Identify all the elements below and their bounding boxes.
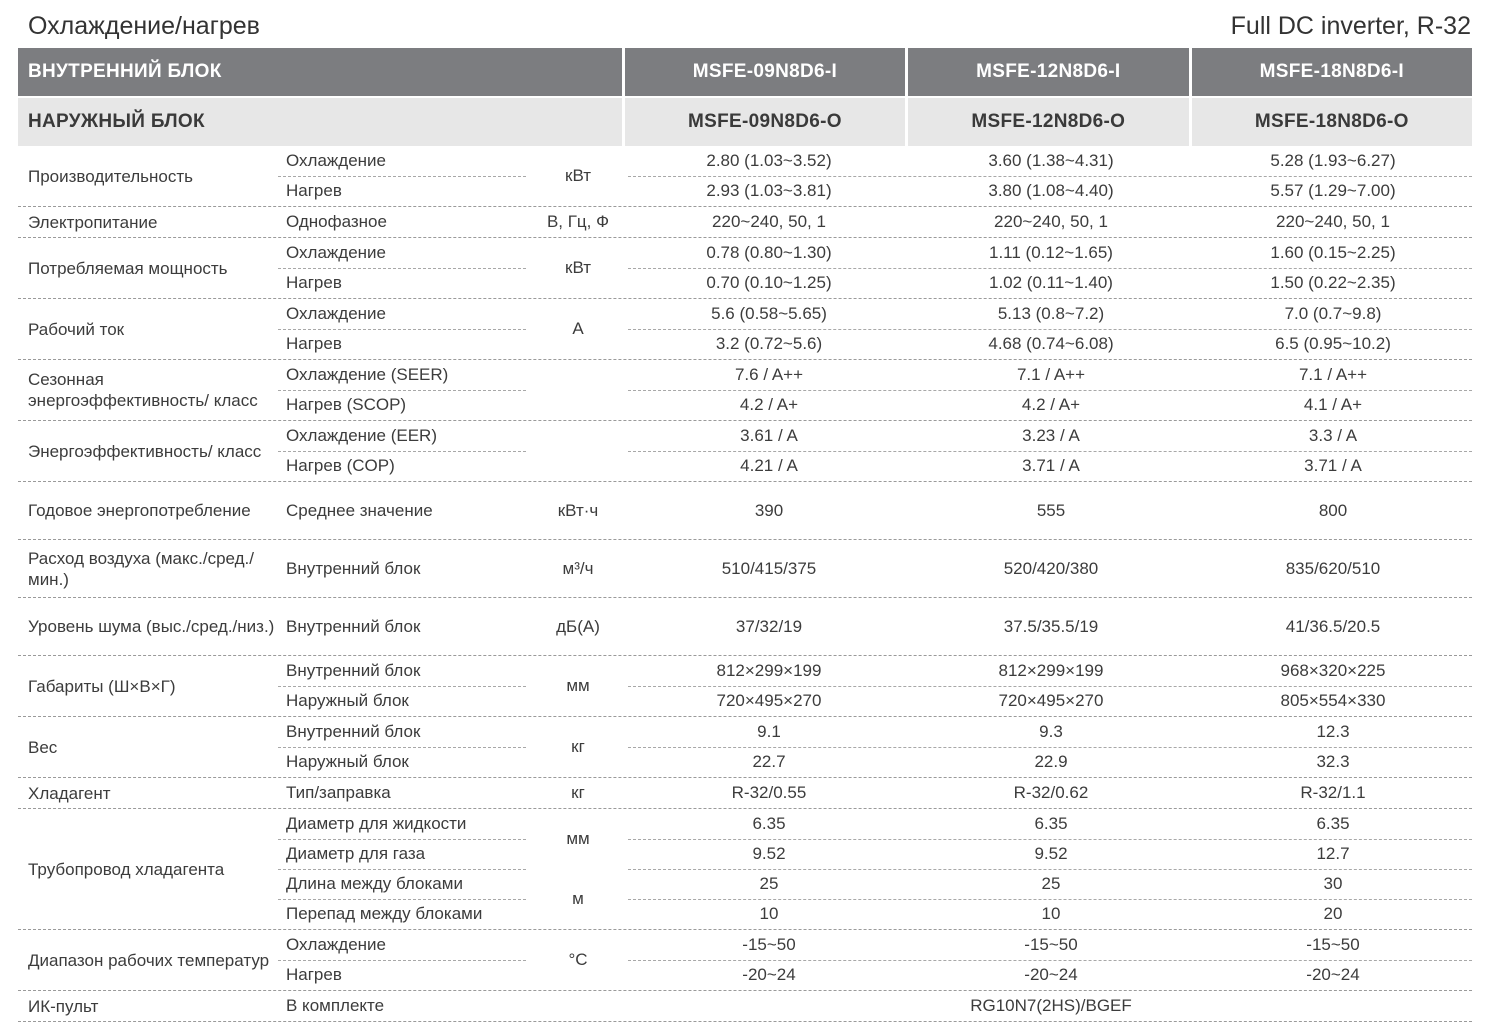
- spec-sub-label: Нагрев: [286, 181, 342, 200]
- spec-value: 1.02 (0.11~1.40): [989, 273, 1113, 292]
- outdoor-model-09: MSFE-09N8D6-O: [625, 98, 905, 146]
- spec-value: 32.3: [1316, 752, 1350, 771]
- spec-value: 1.11 (0.12~1.65): [989, 243, 1113, 262]
- spec-sub-label: Нагрев: [286, 965, 342, 984]
- spec-row: [18, 747, 1472, 777]
- spec-value: 3.3 / A: [1308, 426, 1358, 445]
- spec-sub-label: Нагрев: [286, 334, 342, 353]
- spec-row: [18, 778, 1472, 808]
- spec-value: 3.60 (1.38~4.31): [988, 151, 1114, 170]
- spec-row: [18, 809, 1472, 839]
- spec-group: [18, 482, 1472, 540]
- spec-value: 20: [1323, 904, 1343, 923]
- spec-value: 6.35: [1316, 814, 1350, 833]
- spec-row: [18, 268, 1472, 298]
- spec-sub-label: Длина между блоками: [286, 874, 463, 893]
- spec-value: 4.2 / A+: [739, 395, 799, 414]
- spec-value: 720×495×270: [998, 691, 1104, 710]
- spec-value: -20~24: [1024, 965, 1078, 984]
- spec-value: 9.52: [1034, 844, 1068, 863]
- page-subtitle: Full DC inverter, R-32: [1230, 12, 1471, 40]
- spec-unit: м: [572, 889, 584, 908]
- spec-value: 510/415/375: [721, 558, 817, 578]
- spec-unit: мм: [566, 829, 590, 848]
- spec-value: 3.80 (1.08~4.40): [988, 181, 1114, 200]
- spec-row: [18, 207, 1472, 237]
- spec-group-name: Габариты (Ш×В×Г): [28, 676, 176, 696]
- spec-row: [18, 930, 1472, 960]
- spec-row: [18, 656, 1472, 686]
- spec-sub-label: Охлаждение (SEER): [286, 365, 449, 384]
- spec-value: 3.71 / A: [1022, 456, 1080, 475]
- spec-sub-label: Наружный блок: [286, 691, 409, 710]
- spec-sub-label: В комплекте: [286, 996, 385, 1015]
- spec-group: [18, 598, 1472, 656]
- spec-value: 800: [1318, 500, 1348, 520]
- spec-row: [18, 390, 1472, 420]
- spec-value: 555: [1036, 500, 1066, 520]
- spec-group-name: ИК-пульт: [28, 996, 99, 1016]
- spec-value: -20~24: [742, 965, 796, 984]
- indoor-unit-label: ВНУТРЕННИЙ БЛОК: [18, 48, 622, 96]
- spec-sub-label: Охлаждение: [286, 243, 386, 262]
- spec-value: 0.78 (0.80~1.30): [706, 243, 832, 262]
- spec-value: 25: [1041, 874, 1061, 893]
- spec-group-name: Хладагент: [28, 783, 111, 803]
- spec-group-name: Годовое энергопотребление: [28, 501, 251, 520]
- spec-sub-label: Внутренний блок: [286, 616, 421, 636]
- indoor-model-12: MSFE-12N8D6-I: [908, 48, 1188, 96]
- spec-group-name: Рабочий ток: [28, 319, 125, 339]
- spec-row: [18, 451, 1472, 481]
- spec-value: 390: [754, 500, 784, 520]
- spec-sub-label: Диаметр для жидкости: [286, 814, 467, 833]
- spec-row: [18, 360, 1472, 390]
- spec-sub-label: Внутренний блок: [286, 558, 421, 578]
- spec-row: [18, 686, 1472, 716]
- spec-value: 25: [759, 874, 779, 893]
- spec-sub-label: Внутренний блок: [286, 722, 421, 741]
- spec-group-name: Уровень шума (выс./сред./низ.): [28, 617, 275, 636]
- spec-group-name: Сезонная энергоэффективность/ класс: [28, 370, 258, 410]
- spec-row: [18, 540, 1472, 597]
- spec-value: 22.7: [752, 752, 786, 771]
- page-title: Охлаждение/нагрев: [28, 12, 260, 40]
- spec-group-name: Расход воздуха (макс./сред./мин.): [28, 548, 254, 589]
- spec-value: 41/36.5/20.5: [1285, 616, 1381, 636]
- spec-group: [18, 540, 1472, 598]
- spec-sub-label: Нагрев (SCOP): [286, 395, 407, 414]
- spec-group-name: Вес: [28, 737, 58, 757]
- spec-row: [18, 839, 1472, 869]
- spec-row: [18, 899, 1472, 929]
- outdoor-model-12: MSFE-12N8D6-O: [908, 98, 1188, 146]
- spec-sub-label: Однофазное: [286, 212, 387, 231]
- spec-group: [18, 930, 1472, 991]
- spec-unit: кг: [571, 783, 585, 802]
- spec-table: [18, 146, 1472, 1022]
- spec-value: 6.5 (0.95~10.2): [1275, 334, 1391, 353]
- spec-value-all-models: RG10N7(2HS)/BGEF: [970, 996, 1132, 1015]
- spec-value: 9.1: [757, 722, 781, 741]
- spec-value: R-32/1.1: [1300, 783, 1366, 802]
- spec-unit: кВт·ч: [557, 500, 599, 520]
- spec-value: 10: [759, 904, 779, 923]
- spec-group: [18, 299, 1472, 360]
- spec-row: [18, 482, 1472, 539]
- spec-value: 30: [1323, 874, 1343, 893]
- spec-sub-label: Нагрев: [286, 273, 342, 292]
- spec-value: 2.80 (1.03~3.52): [706, 151, 832, 170]
- spec-value: -15~50: [1024, 935, 1078, 954]
- spec-row: [18, 421, 1472, 451]
- spec-unit: А: [572, 319, 584, 338]
- spec-unit: м³/ч: [562, 558, 594, 578]
- spec-value: 4.1 / A+: [1303, 395, 1363, 414]
- spec-row: [18, 329, 1472, 359]
- spec-value: 1.50 (0.22~2.35): [1270, 273, 1396, 292]
- spec-group: [18, 991, 1472, 1022]
- spec-value: 12.3: [1316, 722, 1350, 741]
- spec-group-name: Производительность: [28, 166, 194, 186]
- spec-group: [18, 207, 1472, 238]
- spec-value: 220~240, 50, 1: [994, 212, 1108, 231]
- spec-group-name: Потребляемая мощность: [28, 258, 228, 278]
- spec-value: 5.13 (0.8~7.2): [997, 304, 1105, 323]
- outdoor-unit-header-row: [18, 98, 1472, 146]
- spec-value: 220~240, 50, 1: [1276, 212, 1390, 231]
- spec-value: 5.28 (1.93~6.27): [1270, 151, 1396, 170]
- spec-value: 7.1 / A++: [1298, 365, 1368, 384]
- spec-value: 3.2 (0.72~5.6): [715, 334, 823, 353]
- spec-sub-label: Среднее значение: [286, 500, 433, 520]
- spec-value: 220~240, 50, 1: [712, 212, 826, 231]
- spec-group-name: Диапазон рабочих температур: [28, 950, 270, 970]
- spec-unit: дБ(А): [556, 616, 600, 636]
- spec-group: [18, 778, 1472, 809]
- spec-value: 12.7: [1316, 844, 1350, 863]
- spec-value: 805×554×330: [1280, 691, 1386, 710]
- spec-unit: кВт: [565, 166, 591, 185]
- spec-row: [18, 176, 1472, 206]
- spec-value: 9.52: [752, 844, 786, 863]
- spec-group-name: Трубопровод хладагента: [28, 859, 225, 879]
- indoor-model-18: MSFE-18N8D6-I: [1192, 48, 1472, 96]
- spec-value: 7.1 / A++: [1016, 365, 1086, 384]
- spec-group: [18, 421, 1472, 482]
- spec-value: 4.21 / A: [740, 456, 798, 475]
- spec-value: 812×299×199: [716, 661, 822, 680]
- outdoor-model-18: MSFE-18N8D6-O: [1192, 98, 1472, 146]
- spec-sub-label: Охлаждение: [286, 304, 386, 323]
- spec-sub-label: Охлаждение: [286, 935, 386, 954]
- spec-row: [18, 960, 1472, 990]
- spec-value: 720×495×270: [716, 691, 822, 710]
- spec-value: 6.35: [752, 814, 786, 833]
- spec-value: -15~50: [742, 935, 796, 954]
- spec-value: R-32/0.55: [731, 783, 807, 802]
- spec-value: 1.60 (0.15~2.25): [1270, 243, 1396, 262]
- spec-sub-label: Наружный блок: [286, 752, 409, 771]
- spec-value: -15~50: [1306, 935, 1360, 954]
- spec-value: 3.61 / A: [740, 426, 798, 445]
- spec-group-name: Электропитание: [28, 212, 158, 232]
- spec-group: [18, 809, 1472, 930]
- spec-unit: кВт: [565, 258, 591, 277]
- spec-value: R-32/0.62: [1013, 783, 1089, 802]
- spec-value: 5.57 (1.29~7.00): [1270, 181, 1396, 200]
- spec-row: [18, 238, 1472, 268]
- spec-group: [18, 360, 1472, 421]
- spec-sub-label: Нагрев (COP): [286, 456, 395, 475]
- spec-value: 22.9: [1034, 752, 1068, 771]
- spec-row: [18, 598, 1472, 655]
- spec-value: 812×299×199: [998, 661, 1104, 680]
- spec-row: [18, 299, 1472, 329]
- spec-value: 520/420/380: [1003, 558, 1099, 578]
- spec-value: 6.35: [1034, 814, 1068, 833]
- spec-group: [18, 146, 1472, 207]
- spec-value: -20~24: [1306, 965, 1360, 984]
- spec-group: [18, 238, 1472, 299]
- spec-value: 968×320×225: [1280, 661, 1386, 680]
- spec-group-name: Энергоэффективность/ класс: [28, 441, 262, 461]
- spec-value: 3.23 / A: [1022, 426, 1080, 445]
- spec-row: [18, 991, 1472, 1021]
- spec-sub-label: Охлаждение (EER): [286, 426, 437, 445]
- spec-unit: мм: [566, 676, 590, 695]
- spec-value: 4.68 (0.74~6.08): [988, 334, 1114, 353]
- spec-group: [18, 717, 1472, 778]
- spec-value: 0.70 (0.10~1.25): [706, 273, 832, 292]
- spec-sub-label: Тип/заправка: [286, 783, 391, 802]
- spec-row: [18, 869, 1472, 899]
- spec-value: 9.3: [1039, 722, 1063, 741]
- spec-value: 4.2 / A+: [1021, 395, 1081, 414]
- spec-value: 37.5/35.5/19: [1003, 616, 1099, 636]
- spec-value: 835/620/510: [1285, 558, 1381, 578]
- spec-unit: кг: [571, 737, 585, 756]
- spec-group: [18, 656, 1472, 717]
- spec-value: 2.93 (1.03~3.81): [706, 181, 832, 200]
- outdoor-unit-label: НАРУЖНЫЙ БЛОК: [18, 98, 622, 146]
- spec-sub-label: Диаметр для газа: [286, 844, 426, 863]
- spec-value: 5.6 (0.58~5.65): [711, 304, 827, 323]
- spec-unit: °C: [568, 950, 588, 969]
- spec-value: 7.0 (0.7~9.8): [1284, 304, 1382, 323]
- indoor-model-09: MSFE-09N8D6-I: [625, 48, 905, 96]
- spec-row: [18, 717, 1472, 747]
- spec-sub-label: Охлаждение: [286, 151, 386, 170]
- spec-value: 3.71 / A: [1304, 456, 1362, 475]
- spec-value: 10: [1041, 904, 1061, 923]
- spec-value: 7.6 / A++: [734, 365, 804, 384]
- spec-row: [18, 146, 1472, 176]
- spec-value: 37/32/19: [735, 616, 803, 636]
- spec-sub-label: Внутренний блок: [286, 661, 421, 680]
- spec-sub-label: Перепад между блоками: [286, 904, 483, 923]
- indoor-unit-header-row: [18, 48, 1472, 96]
- spec-unit: В, Гц, Ф: [546, 212, 610, 231]
